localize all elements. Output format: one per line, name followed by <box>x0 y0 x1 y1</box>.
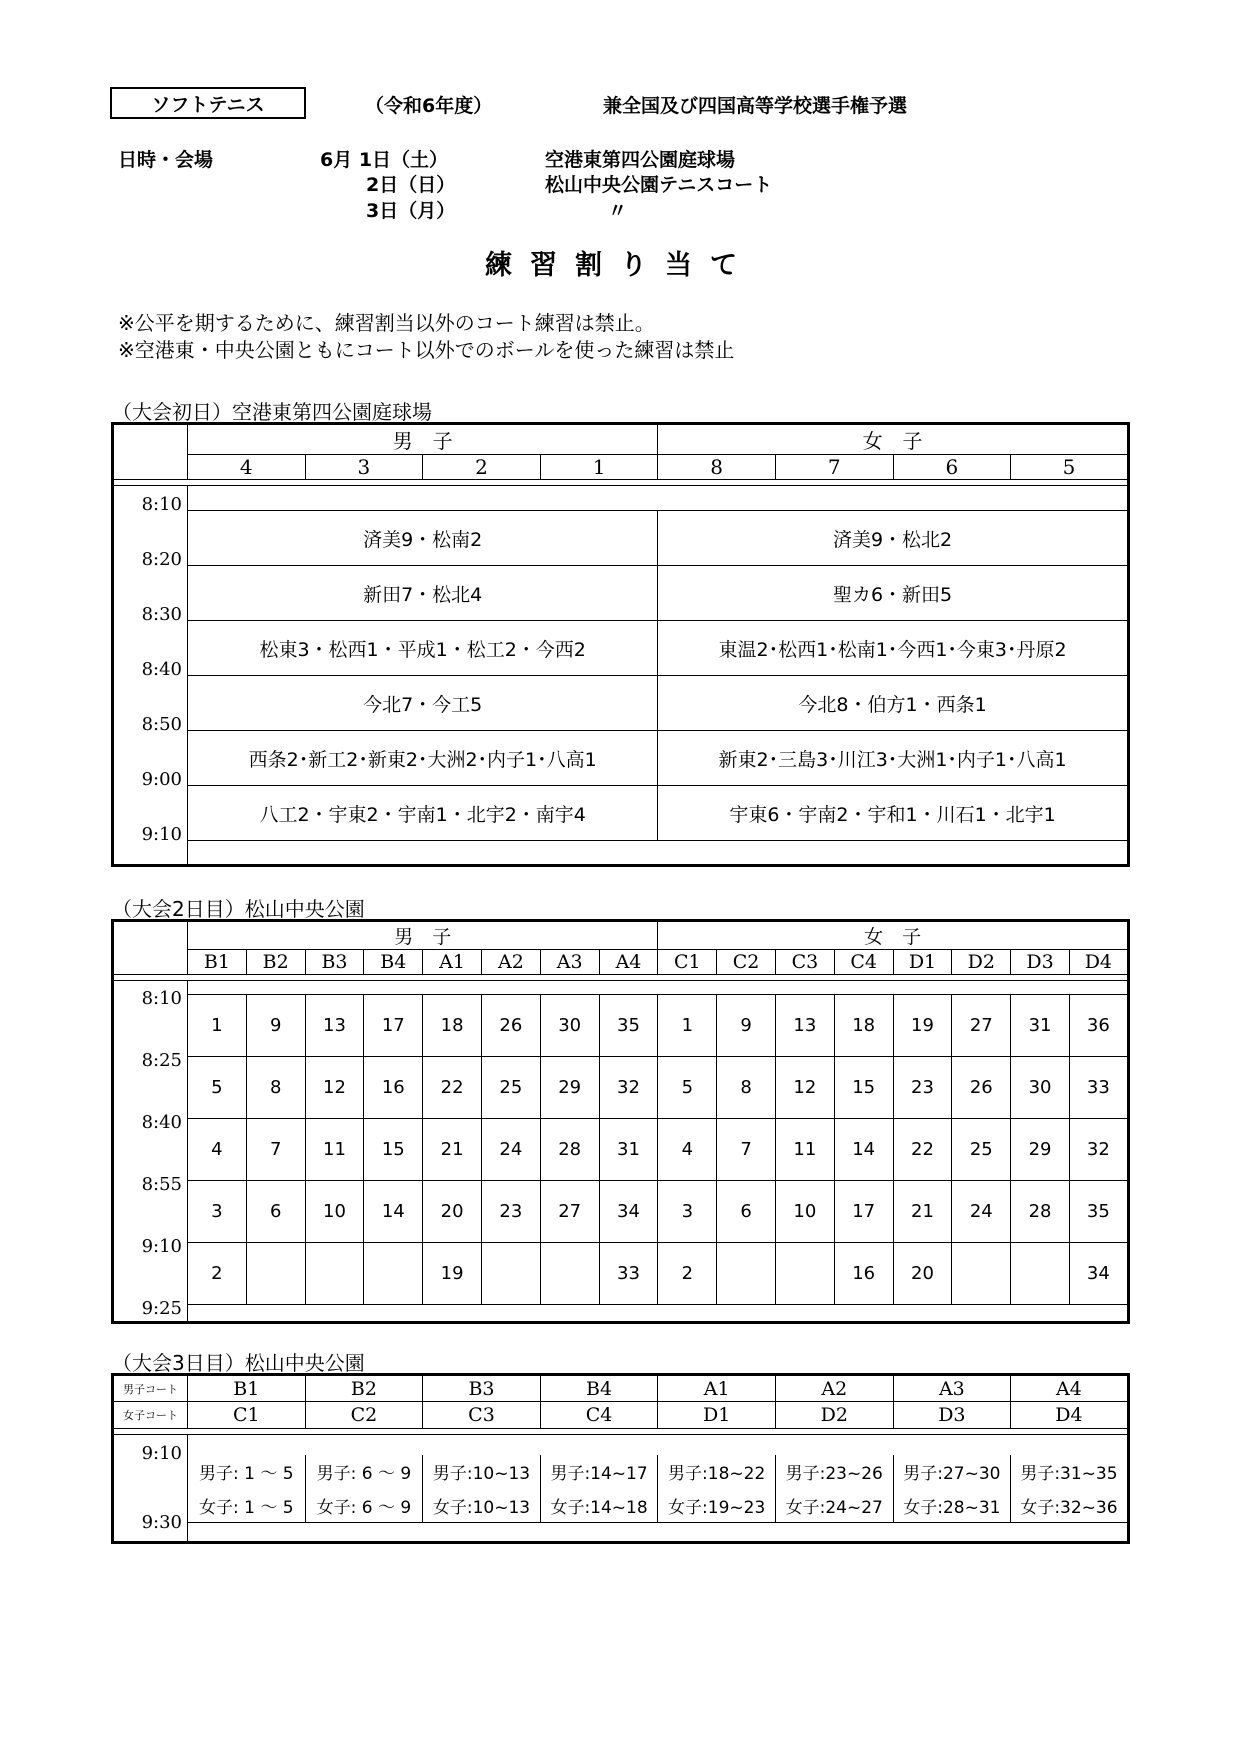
time-label: 8:20 <box>141 549 182 570</box>
alloc-cell: 男子: 1 ～ 5 <box>188 1455 306 1489</box>
schedule-label: 日時・会場 <box>118 149 214 171</box>
slot-girls: 聖カ6・新田5 <box>658 566 1128 621</box>
alloc-cell: 男子:27~30 <box>893 1455 1011 1489</box>
alloc-cell: 女子: 6 ～ 9 <box>305 1489 423 1523</box>
court-header: A3 <box>540 950 599 975</box>
slot-cell: 3 <box>188 1181 247 1243</box>
slot-cell: 17 <box>364 995 423 1057</box>
court-header: B4 <box>540 1375 658 1402</box>
slot-cell: 24 <box>481 1119 540 1181</box>
boys-court-label: 男子コート <box>113 1375 188 1402</box>
girls-header: 女 子 <box>658 424 1128 455</box>
slot-cell: 32 <box>1069 1119 1128 1181</box>
court-header: D1 <box>658 1402 776 1429</box>
time-label: 8:55 <box>141 1174 182 1195</box>
slot-boys: 八工2・宇東2・宇南1・北宇2・南宇4 <box>188 786 658 841</box>
court-header: B3 <box>423 1375 541 1402</box>
slot-cell: 4 <box>188 1119 247 1181</box>
court-header: B1 <box>188 1375 306 1402</box>
court-header: D4 <box>1069 950 1128 975</box>
event-title: 兼全国及び四国高等学校選手権予選 <box>603 95 908 117</box>
alloc-cell: 女子:24~27 <box>775 1489 893 1523</box>
slot-cell <box>717 1243 776 1305</box>
slot-cell: 4 <box>658 1119 717 1181</box>
slot-cell: 22 <box>423 1057 482 1119</box>
court-header: C2 <box>305 1402 423 1429</box>
court-header: C4 <box>834 950 893 975</box>
slot-cell: 13 <box>305 995 364 1057</box>
sport-label: ソフトテニス <box>110 87 306 119</box>
court-header: B4 <box>364 950 423 975</box>
slot-cell <box>775 1243 834 1305</box>
slot-cell <box>540 1243 599 1305</box>
slot-girls: 宇東6・宇南2・宇和1・川石1・北宇1 <box>658 786 1128 841</box>
time-label: 8:40 <box>141 659 182 680</box>
alloc-cell: 男子: 6 ～ 9 <box>305 1455 423 1489</box>
slot-boys: 済美9・松南2 <box>188 511 658 566</box>
slot-cell: 17 <box>834 1181 893 1243</box>
slot-cell: 16 <box>834 1243 893 1305</box>
slot-cell: 6 <box>246 1181 305 1243</box>
slot-cell: 12 <box>305 1057 364 1119</box>
court-header: B2 <box>246 950 305 975</box>
slot-cell: 7 <box>717 1119 776 1181</box>
slot-girls: 今北8・伯方1・西条1 <box>658 676 1128 731</box>
slot-cell: 5 <box>658 1057 717 1119</box>
corner-cell <box>113 424 188 480</box>
slot-cell: 26 <box>952 1057 1011 1119</box>
note-1: ※公平を期するために、練習割当以外のコート練習は禁止。 <box>118 311 655 335</box>
court-header: C1 <box>188 1402 306 1429</box>
slot-cell: 27 <box>540 1181 599 1243</box>
time-label: 8:10 <box>141 494 182 515</box>
court-header: B3 <box>305 950 364 975</box>
slot-cell: 27 <box>952 995 1011 1057</box>
slot-cell <box>246 1243 305 1305</box>
slot-cell: 28 <box>540 1119 599 1181</box>
slot-cell: 13 <box>775 995 834 1057</box>
time-label: 9:10 <box>141 1236 182 1257</box>
slot-cell: 2 <box>658 1243 717 1305</box>
court-header: A4 <box>599 950 658 975</box>
slot-cell: 9 <box>246 995 305 1057</box>
day1-label: （大会初日）空港東第四公園庭球場 <box>112 400 432 424</box>
court-header: A2 <box>775 1375 893 1402</box>
slot-cell: 35 <box>599 995 658 1057</box>
slot-cell: 10 <box>775 1181 834 1243</box>
time-label: 8:50 <box>141 714 182 735</box>
slot-cell: 31 <box>1011 995 1070 1057</box>
slot-cell: 5 <box>188 1057 247 1119</box>
court-header: A2 <box>481 950 540 975</box>
year-label: （令和6年度） <box>365 95 493 117</box>
slot-cell: 3 <box>658 1181 717 1243</box>
court-header: 1 <box>540 455 658 480</box>
slot-cell: 11 <box>775 1119 834 1181</box>
venue-2: 松山中央公園テニスコート <box>545 174 773 196</box>
court-header: C3 <box>775 950 834 975</box>
court-header: C4 <box>540 1402 658 1429</box>
date-3: 3日（月） <box>366 200 456 222</box>
court-header: D1 <box>893 950 952 975</box>
slot-cell: 18 <box>834 995 893 1057</box>
court-header: D3 <box>1011 950 1070 975</box>
slot-cell: 15 <box>364 1119 423 1181</box>
court-header: 7 <box>775 455 893 480</box>
slot-girls: 東温2･松西1･松南1･今西1･今東3･丹原2 <box>658 621 1128 676</box>
slot-cell: 20 <box>423 1181 482 1243</box>
court-header: 4 <box>188 455 306 480</box>
boys-header: 男 子 <box>188 424 658 455</box>
slot-cell: 11 <box>305 1119 364 1181</box>
court-header: 2 <box>423 455 541 480</box>
court-header: B2 <box>305 1375 423 1402</box>
court-header: B1 <box>188 950 247 975</box>
alloc-cell: 男子:18~22 <box>658 1455 776 1489</box>
slot-cell: 1 <box>658 995 717 1057</box>
alloc-cell: 男子:31~35 <box>1011 1455 1129 1489</box>
boys-header: 男 子 <box>188 921 658 950</box>
time-label: 9:10 <box>141 824 182 845</box>
day2-label: （大会2日目）松山中央公園 <box>112 897 365 921</box>
slot-boys: 今北7・今工5 <box>188 676 658 731</box>
time-label: 8:10 <box>141 988 182 1009</box>
slot-cell: 36 <box>1069 995 1128 1057</box>
court-header: D4 <box>1011 1402 1129 1429</box>
date-1: 6月 1日（土） <box>320 149 449 171</box>
time-label: 8:30 <box>141 604 182 625</box>
court-header: 6 <box>893 455 1011 480</box>
girls-court-label: 女子コート <box>113 1402 188 1429</box>
slot-cell <box>305 1243 364 1305</box>
slot-cell: 9 <box>717 995 776 1057</box>
slot-cell: 7 <box>246 1119 305 1181</box>
slot-cell: 6 <box>717 1181 776 1243</box>
slot-cell: 28 <box>1011 1181 1070 1243</box>
slot-boys: 新田7・松北4 <box>188 566 658 621</box>
court-header: 8 <box>658 455 776 480</box>
slot-cell: 34 <box>599 1181 658 1243</box>
page-title: 練習割り当て <box>485 250 755 281</box>
slot-cell: 16 <box>364 1057 423 1119</box>
day2-table <box>111 919 1130 1324</box>
court-header: D2 <box>952 950 1011 975</box>
slot-cell: 21 <box>423 1119 482 1181</box>
alloc-cell: 女子:19~23 <box>658 1489 776 1523</box>
slot-cell: 25 <box>952 1119 1011 1181</box>
slot-cell: 30 <box>1011 1057 1070 1119</box>
alloc-cell: 男子:14~17 <box>540 1455 658 1489</box>
venue-1: 空港東第四公園庭球場 <box>545 149 736 171</box>
slot-cell: 10 <box>305 1181 364 1243</box>
slot-cell: 33 <box>599 1243 658 1305</box>
slot-cell: 19 <box>893 995 952 1057</box>
slot-cell <box>481 1243 540 1305</box>
alloc-cell: 男子:23~26 <box>775 1455 893 1489</box>
court-header: 3 <box>305 455 423 480</box>
day3-table <box>111 1373 1130 1544</box>
slot-cell: 29 <box>1011 1119 1070 1181</box>
day3-label: （大会3日目）松山中央公園 <box>112 1351 365 1375</box>
slot-cell: 8 <box>246 1057 305 1119</box>
time-label: 9:00 <box>141 769 182 790</box>
slot-cell: 25 <box>481 1057 540 1119</box>
slot-girls: 新東2･三島3･川江3･大洲1･内子1･八高1 <box>658 731 1128 786</box>
slot-cell: 29 <box>540 1057 599 1119</box>
girls-header: 女 子 <box>658 921 1128 950</box>
slot-cell <box>364 1243 423 1305</box>
day1-table <box>111 422 1130 867</box>
court-header: C1 <box>658 950 717 975</box>
slot-cell: 22 <box>893 1119 952 1181</box>
slot-cell <box>1011 1243 1070 1305</box>
slot-cell: 32 <box>599 1057 658 1119</box>
slot-cell: 1 <box>188 995 247 1057</box>
slot-cell: 19 <box>423 1243 482 1305</box>
alloc-cell: 女子:32~36 <box>1011 1489 1129 1523</box>
court-header: A3 <box>893 1375 1011 1402</box>
time-label: 9:10 <box>141 1443 182 1464</box>
slot-cell: 31 <box>599 1119 658 1181</box>
date-2: 2日（日） <box>366 174 456 196</box>
court-header: A4 <box>1011 1375 1129 1402</box>
note-2: ※空港東・中央公園ともにコート以外でのボールを使った練習は禁止 <box>118 338 735 362</box>
court-header: D3 <box>893 1402 1011 1429</box>
time-label: 8:40 <box>141 1112 182 1133</box>
slot-cell: 14 <box>364 1181 423 1243</box>
slot-cell: 15 <box>834 1057 893 1119</box>
court-header: 5 <box>1011 455 1129 480</box>
alloc-cell: 男子:10~13 <box>423 1455 541 1489</box>
slot-cell: 18 <box>423 995 482 1057</box>
slot-cell: 34 <box>1069 1243 1128 1305</box>
venue-3: 〃 <box>608 200 628 222</box>
slot-boys: 松東3・松西1・平成1・松工2・今西2 <box>188 621 658 676</box>
slot-cell: 21 <box>893 1181 952 1243</box>
alloc-cell: 女子: 1 ～ 5 <box>188 1489 306 1523</box>
court-header: C2 <box>717 950 776 975</box>
slot-cell: 33 <box>1069 1057 1128 1119</box>
slot-cell: 12 <box>775 1057 834 1119</box>
slot-cell: 24 <box>952 1181 1011 1243</box>
alloc-cell: 女子:14~18 <box>540 1489 658 1523</box>
time-label: 8:25 <box>141 1050 182 1071</box>
slot-boys: 西条2･新工2･新東2･大洲2･内子1･八高1 <box>188 731 658 786</box>
slot-cell: 23 <box>893 1057 952 1119</box>
court-header: A1 <box>423 950 482 975</box>
slot-cell: 2 <box>188 1243 247 1305</box>
slot-cell: 30 <box>540 995 599 1057</box>
alloc-cell: 女子:10~13 <box>423 1489 541 1523</box>
time-label: 9:25 <box>141 1298 182 1319</box>
slot-cell: 35 <box>1069 1181 1128 1243</box>
court-header: A1 <box>658 1375 776 1402</box>
court-header: D2 <box>775 1402 893 1429</box>
time-label: 9:30 <box>141 1512 182 1533</box>
slot-cell <box>952 1243 1011 1305</box>
slot-cell: 20 <box>893 1243 952 1305</box>
slot-cell: 23 <box>481 1181 540 1243</box>
corner-cell <box>113 921 188 975</box>
alloc-cell: 女子:28~31 <box>893 1489 1011 1523</box>
slot-girls: 済美9・松北2 <box>658 511 1128 566</box>
court-header: C3 <box>423 1402 541 1429</box>
slot-cell: 26 <box>481 995 540 1057</box>
slot-cell: 14 <box>834 1119 893 1181</box>
slot-cell: 8 <box>717 1057 776 1119</box>
